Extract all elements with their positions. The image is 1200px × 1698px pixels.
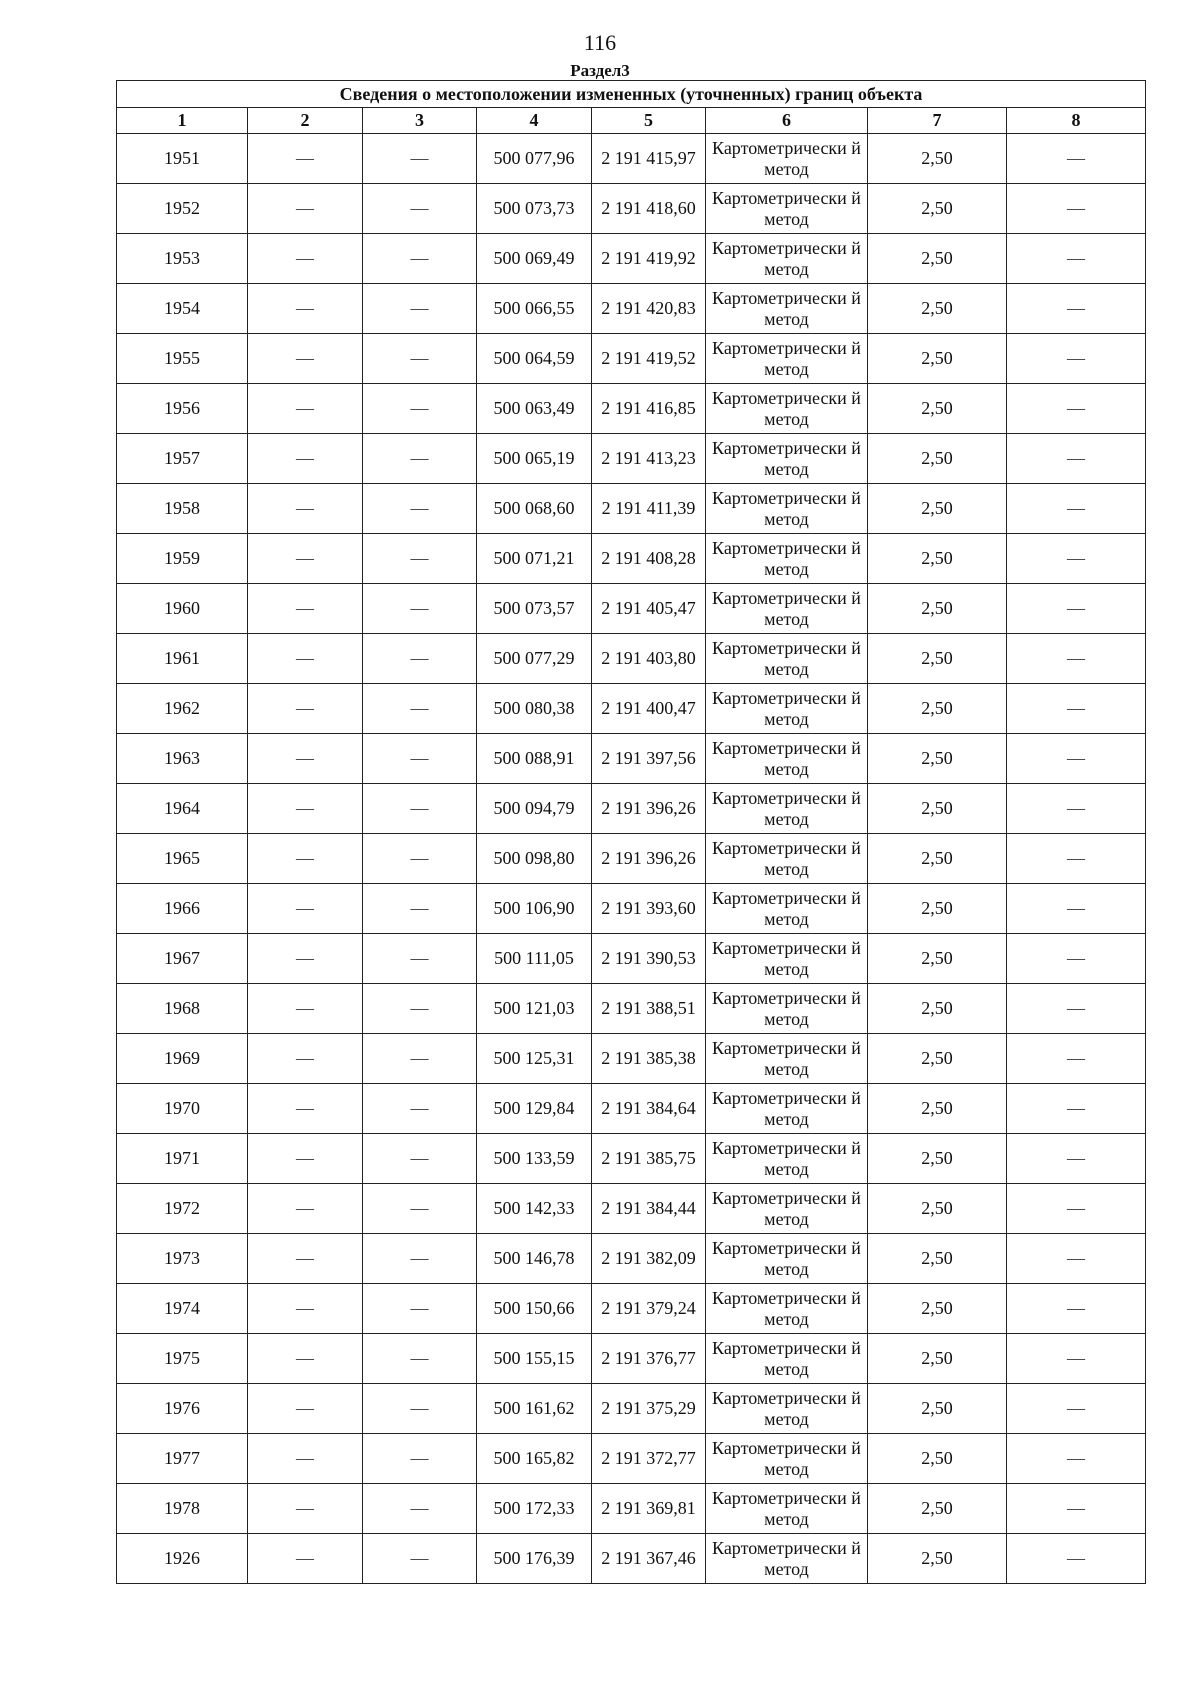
accuracy: 2,50 — [868, 284, 1007, 334]
accuracy: 2,50 — [868, 984, 1007, 1034]
cell-col2: — — [248, 534, 363, 584]
accuracy: 2,50 — [868, 184, 1007, 234]
cell-col3: — — [363, 984, 477, 1034]
cell-col2: — — [248, 1134, 363, 1184]
coordinate-x: 500 080,38 — [477, 684, 592, 734]
column-header-row — [117, 108, 1146, 134]
cell-col3: — — [363, 1234, 477, 1284]
cell-col2: — — [248, 1534, 363, 1584]
cell-col8: — — [1007, 784, 1146, 834]
coordinate-y: 2 191 396,26 — [592, 834, 706, 884]
cell-col2: — — [248, 184, 363, 234]
point-number: 1955 — [117, 334, 248, 384]
method: Картометрически й метод — [706, 684, 868, 734]
method: Картометрически й метод — [706, 884, 868, 934]
cell-col3: — — [363, 384, 477, 434]
cell-col8: — — [1007, 684, 1146, 734]
cell-col2: — — [248, 284, 363, 334]
coordinate-y: 2 191 418,60 — [592, 184, 706, 234]
cell-col8: — — [1007, 1534, 1146, 1584]
coordinate-x: 500 068,60 — [477, 484, 592, 534]
accuracy: 2,50 — [868, 484, 1007, 534]
method: Картометрически й метод — [706, 934, 868, 984]
method: Картометрически й метод — [706, 534, 868, 584]
coordinate-y: 2 191 372,77 — [592, 1434, 706, 1484]
table-row — [117, 584, 1146, 634]
accuracy: 2,50 — [868, 1034, 1007, 1084]
coordinate-y: 2 191 397,56 — [592, 734, 706, 784]
cell-col3: — — [363, 584, 477, 634]
cell-col8: — — [1007, 1484, 1146, 1534]
method: Картометрически й метод — [706, 284, 868, 334]
cell-col8: — — [1007, 434, 1146, 484]
point-number: 1971 — [117, 1134, 248, 1184]
cell-col3: — — [363, 334, 477, 384]
coordinate-x: 500 121,03 — [477, 984, 592, 1034]
method: Картометрически й метод — [706, 784, 868, 834]
table-caption: Сведения о местоположении измененных (уточненных) границ объекта — [117, 81, 1146, 108]
cell-col3: — — [363, 1034, 477, 1084]
coordinate-y: 2 191 416,85 — [592, 384, 706, 434]
cell-col8: — — [1007, 134, 1146, 184]
method: Картометрически й метод — [706, 984, 868, 1034]
cell-col2: — — [248, 784, 363, 834]
section-title: Раздел3 — [570, 61, 630, 80]
coordinate-y: 2 191 405,47 — [592, 584, 706, 634]
boundary-coordinates-table — [116, 80, 1146, 1584]
table-row — [117, 884, 1146, 934]
coordinate-y: 2 191 411,39 — [592, 484, 706, 534]
point-number: 1926 — [117, 1534, 248, 1584]
column-header-3: 3 — [363, 108, 477, 134]
cell-col2: — — [248, 684, 363, 734]
method: Картометрически й метод — [706, 584, 868, 634]
coordinate-y: 2 191 388,51 — [592, 984, 706, 1034]
accuracy: 2,50 — [868, 1334, 1007, 1384]
coordinate-y: 2 191 419,52 — [592, 334, 706, 384]
method: Картометрически й метод — [706, 434, 868, 484]
point-number: 1958 — [117, 484, 248, 534]
coordinate-y: 2 191 382,09 — [592, 1234, 706, 1284]
cell-col2: — — [248, 484, 363, 534]
point-number: 1952 — [117, 184, 248, 234]
table-row — [117, 1484, 1146, 1534]
coordinate-y: 2 191 384,64 — [592, 1084, 706, 1134]
accuracy: 2,50 — [868, 334, 1007, 384]
cell-col8: — — [1007, 1434, 1146, 1484]
accuracy: 2,50 — [868, 584, 1007, 634]
coordinate-y: 2 191 419,92 — [592, 234, 706, 284]
method: Картометрически й метод — [706, 634, 868, 684]
method: Картометрически й метод — [706, 1184, 868, 1234]
column-header-2: 2 — [248, 108, 363, 134]
table-row — [117, 384, 1146, 434]
column-header-4: 4 — [477, 108, 592, 134]
coordinate-x: 500 094,79 — [477, 784, 592, 834]
cell-col2: — — [248, 1434, 363, 1484]
cell-col2: — — [248, 234, 363, 284]
cell-col8: — — [1007, 984, 1146, 1034]
method: Картометрически й метод — [706, 1434, 868, 1484]
cell-col3: — — [363, 134, 477, 184]
column-header-6: 6 — [706, 108, 868, 134]
table-row — [117, 434, 1146, 484]
column-header-1: 1 — [117, 108, 248, 134]
method: Картометрически й метод — [706, 1534, 868, 1584]
cell-col8: — — [1007, 534, 1146, 584]
cell-col2: — — [248, 984, 363, 1034]
method: Картометрически й метод — [706, 1134, 868, 1184]
cell-col8: — — [1007, 1384, 1146, 1434]
method: Картометрически й метод — [706, 734, 868, 784]
coordinate-y: 2 191 367,46 — [592, 1534, 706, 1584]
coordinate-y: 2 191 393,60 — [592, 884, 706, 934]
point-number: 1965 — [117, 834, 248, 884]
accuracy: 2,50 — [868, 1484, 1007, 1534]
cell-col3: — — [363, 1384, 477, 1434]
coordinate-x: 500 073,73 — [477, 184, 592, 234]
method: Картометрически й метод — [706, 1484, 868, 1534]
coordinate-y: 2 191 400,47 — [592, 684, 706, 734]
coordinate-x: 500 106,90 — [477, 884, 592, 934]
point-number: 1953 — [117, 234, 248, 284]
coordinate-x: 500 073,57 — [477, 584, 592, 634]
table-row — [117, 1234, 1146, 1284]
coordinate-x: 500 088,91 — [477, 734, 592, 784]
cell-col2: — — [248, 1334, 363, 1384]
method: Картометрически й метод — [706, 484, 868, 534]
cell-col8: — — [1007, 384, 1146, 434]
point-number: 1954 — [117, 284, 248, 334]
cell-col8: — — [1007, 1134, 1146, 1184]
column-header-8: 8 — [1007, 108, 1146, 134]
cell-col8: — — [1007, 1234, 1146, 1284]
cell-col8: — — [1007, 234, 1146, 284]
cell-col3: — — [363, 484, 477, 534]
cell-col3: — — [363, 684, 477, 734]
method: Картометрически й метод — [706, 334, 868, 384]
point-number: 1978 — [117, 1484, 248, 1534]
coordinate-x: 500 098,80 — [477, 834, 592, 884]
cell-col3: — — [363, 1184, 477, 1234]
point-number: 1963 — [117, 734, 248, 784]
point-number: 1977 — [117, 1434, 248, 1484]
accuracy: 2,50 — [868, 1084, 1007, 1134]
table-row — [117, 1534, 1146, 1584]
cell-col2: — — [248, 1234, 363, 1284]
accuracy: 2,50 — [868, 834, 1007, 884]
cell-col2: — — [248, 1184, 363, 1234]
cell-col3: — — [363, 234, 477, 284]
cell-col2: — — [248, 1484, 363, 1534]
cell-col3: — — [363, 534, 477, 584]
table-row — [117, 784, 1146, 834]
cell-col3: — — [363, 784, 477, 834]
coordinate-x: 500 065,19 — [477, 434, 592, 484]
cell-col8: — — [1007, 634, 1146, 684]
method: Картометрически й метод — [706, 1284, 868, 1334]
point-number: 1973 — [117, 1234, 248, 1284]
cell-col2: — — [248, 734, 363, 784]
coordinate-x: 500 165,82 — [477, 1434, 592, 1484]
method: Картометрически й метод — [706, 1384, 868, 1434]
accuracy: 2,50 — [868, 1534, 1007, 1584]
cell-col3: — — [363, 184, 477, 234]
method: Картометрически й метод — [706, 1034, 868, 1084]
cell-col2: — — [248, 834, 363, 884]
cell-col3: — — [363, 884, 477, 934]
column-header-7: 7 — [868, 108, 1007, 134]
point-number: 1961 — [117, 634, 248, 684]
accuracy: 2,50 — [868, 634, 1007, 684]
cell-col8: — — [1007, 734, 1146, 784]
cell-col2: — — [248, 134, 363, 184]
cell-col2: — — [248, 1384, 363, 1434]
coordinate-y: 2 191 420,83 — [592, 284, 706, 334]
cell-col2: — — [248, 1284, 363, 1334]
point-number: 1960 — [117, 584, 248, 634]
cell-col2: — — [248, 334, 363, 384]
method: Картометрически й метод — [706, 1334, 868, 1384]
table-row — [117, 1284, 1146, 1334]
coordinate-y: 2 191 384,44 — [592, 1184, 706, 1234]
cell-col2: — — [248, 384, 363, 434]
accuracy: 2,50 — [868, 934, 1007, 984]
point-number: 1972 — [117, 1184, 248, 1234]
coordinate-x: 500 125,31 — [477, 1034, 592, 1084]
method: Картометрически й метод — [706, 134, 868, 184]
table-row — [117, 534, 1146, 584]
method: Картометрически й метод — [706, 234, 868, 284]
accuracy: 2,50 — [868, 534, 1007, 584]
table-row — [117, 184, 1146, 234]
coordinate-y: 2 191 396,26 — [592, 784, 706, 834]
method: Картометрически й метод — [706, 1234, 868, 1284]
cell-col8: — — [1007, 1184, 1146, 1234]
point-number: 1951 — [117, 134, 248, 184]
cell-col2: — — [248, 584, 363, 634]
table-row — [117, 484, 1146, 534]
coordinate-x: 500 176,39 — [477, 1534, 592, 1584]
table-row — [117, 1084, 1146, 1134]
table-row — [117, 934, 1146, 984]
coordinate-x: 500 069,49 — [477, 234, 592, 284]
cell-col8: — — [1007, 584, 1146, 634]
point-number: 1962 — [117, 684, 248, 734]
table-body — [117, 134, 1146, 1584]
accuracy: 2,50 — [868, 1234, 1007, 1284]
table-row — [117, 834, 1146, 884]
coordinate-y: 2 191 413,23 — [592, 434, 706, 484]
cell-col3: — — [363, 834, 477, 884]
table-row — [117, 1034, 1146, 1084]
cell-col8: — — [1007, 1084, 1146, 1134]
table-row — [117, 134, 1146, 184]
point-number: 1976 — [117, 1384, 248, 1434]
table-row — [117, 1184, 1146, 1234]
table-row — [117, 984, 1146, 1034]
cell-col8: — — [1007, 834, 1146, 884]
coordinate-x: 500 071,21 — [477, 534, 592, 584]
point-number: 1956 — [117, 384, 248, 434]
cell-col3: — — [363, 1134, 477, 1184]
cell-col2: — — [248, 1084, 363, 1134]
cell-col8: — — [1007, 934, 1146, 984]
cell-col8: — — [1007, 184, 1146, 234]
coordinate-x: 500 146,78 — [477, 1234, 592, 1284]
accuracy: 2,50 — [868, 1284, 1007, 1334]
cell-col3: — — [363, 1284, 477, 1334]
accuracy: 2,50 — [868, 134, 1007, 184]
table-row — [117, 284, 1146, 334]
point-number: 1974 — [117, 1284, 248, 1334]
point-number: 1957 — [117, 434, 248, 484]
cell-col3: — — [363, 1084, 477, 1134]
coordinate-x: 500 077,29 — [477, 634, 592, 684]
accuracy: 2,50 — [868, 1134, 1007, 1184]
cell-col8: — — [1007, 484, 1146, 534]
cell-col3: — — [363, 1484, 477, 1534]
coordinate-y: 2 191 376,77 — [592, 1334, 706, 1384]
point-number: 1967 — [117, 934, 248, 984]
table-row — [117, 634, 1146, 684]
cell-col2: — — [248, 884, 363, 934]
accuracy: 2,50 — [868, 1384, 1007, 1434]
cell-col8: — — [1007, 1334, 1146, 1384]
cell-col3: — — [363, 1534, 477, 1584]
coordinate-y: 2 191 385,38 — [592, 1034, 706, 1084]
coordinate-x: 500 133,59 — [477, 1134, 592, 1184]
cell-col8: — — [1007, 334, 1146, 384]
coordinate-x: 500 064,59 — [477, 334, 592, 384]
cell-col3: — — [363, 734, 477, 784]
cell-col3: — — [363, 634, 477, 684]
cell-col8: — — [1007, 1034, 1146, 1084]
method: Картометрически й метод — [706, 384, 868, 434]
coordinate-y: 2 191 385,75 — [592, 1134, 706, 1184]
cell-col3: — — [363, 284, 477, 334]
point-number: 1969 — [117, 1034, 248, 1084]
point-number: 1959 — [117, 534, 248, 584]
coordinate-y: 2 191 408,28 — [592, 534, 706, 584]
point-number: 1968 — [117, 984, 248, 1034]
table-row — [117, 334, 1146, 384]
table-row — [117, 234, 1146, 284]
coordinate-x: 500 150,66 — [477, 1284, 592, 1334]
cell-col2: — — [248, 434, 363, 484]
coordinate-x: 500 077,96 — [477, 134, 592, 184]
page-number: 116 — [583, 30, 617, 55]
table-row — [117, 1134, 1146, 1184]
coordinate-x: 500 111,05 — [477, 934, 592, 984]
cell-col2: — — [248, 934, 363, 984]
table-row — [117, 1384, 1146, 1434]
accuracy: 2,50 — [868, 734, 1007, 784]
coordinate-y: 2 191 403,80 — [592, 634, 706, 684]
cell-col3: — — [363, 1434, 477, 1484]
point-number: 1970 — [117, 1084, 248, 1134]
point-number: 1975 — [117, 1334, 248, 1384]
accuracy: 2,50 — [868, 784, 1007, 834]
coordinate-x: 500 155,15 — [477, 1334, 592, 1384]
method: Картометрически й метод — [706, 1084, 868, 1134]
coordinate-x: 500 129,84 — [477, 1084, 592, 1134]
method: Картометрически й метод — [706, 184, 868, 234]
accuracy: 2,50 — [868, 1184, 1007, 1234]
table-row — [117, 1334, 1146, 1384]
accuracy: 2,50 — [868, 684, 1007, 734]
cell-col3: — — [363, 1334, 477, 1384]
coordinate-y: 2 191 379,24 — [592, 1284, 706, 1334]
coordinate-y: 2 191 369,81 — [592, 1484, 706, 1534]
cell-col3: — — [363, 934, 477, 984]
column-header-5: 5 — [592, 108, 706, 134]
coordinate-y: 2 191 375,29 — [592, 1384, 706, 1434]
coordinate-y: 2 191 390,53 — [592, 934, 706, 984]
method: Картометрически й метод — [706, 834, 868, 884]
point-number: 1964 — [117, 784, 248, 834]
table-row — [117, 1434, 1146, 1484]
coordinate-x: 500 161,62 — [477, 1384, 592, 1434]
accuracy: 2,50 — [868, 234, 1007, 284]
accuracy: 2,50 — [868, 1434, 1007, 1484]
cell-col8: — — [1007, 284, 1146, 334]
cell-col8: — — [1007, 884, 1146, 934]
coordinate-x: 500 063,49 — [477, 384, 592, 434]
cell-col2: — — [248, 634, 363, 684]
accuracy: 2,50 — [868, 384, 1007, 434]
cell-col8: — — [1007, 1284, 1146, 1334]
accuracy: 2,50 — [868, 434, 1007, 484]
coordinate-x: 500 172,33 — [477, 1484, 592, 1534]
coordinate-x: 500 066,55 — [477, 284, 592, 334]
cell-col2: — — [248, 1034, 363, 1084]
accuracy: 2,50 — [868, 884, 1007, 934]
cell-col3: — — [363, 434, 477, 484]
coordinate-y: 2 191 415,97 — [592, 134, 706, 184]
point-number: 1966 — [117, 884, 248, 934]
coordinate-x: 500 142,33 — [477, 1184, 592, 1234]
table-row — [117, 684, 1146, 734]
table-row — [117, 734, 1146, 784]
table-caption-row — [117, 81, 1146, 108]
